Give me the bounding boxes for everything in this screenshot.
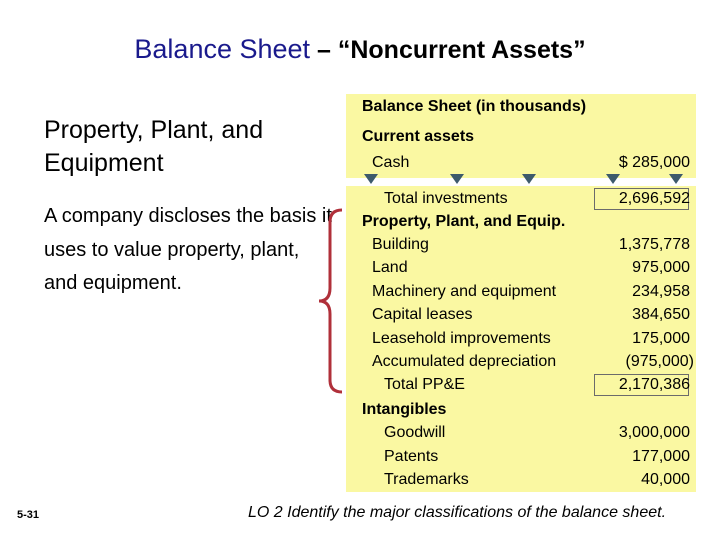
table-row <box>346 328 696 350</box>
ppe-item-value: 975,000 <box>632 259 690 276</box>
balance-sheet-top-panel <box>346 94 696 178</box>
arrow-down-icon <box>522 174 536 184</box>
ppe-heading: Property, Plant, and Equip. <box>362 213 566 230</box>
table-row <box>346 446 696 468</box>
intangibles-heading-row <box>346 399 696 421</box>
slide-title <box>0 34 720 65</box>
ppe-item-label: Leasehold improvements <box>372 330 551 347</box>
learning-objective-footer: LO 2 Identify the major classifications of the balance sheet. <box>248 504 667 521</box>
ppe-item-value: 175,000 <box>632 330 690 347</box>
cash-value: $ 285,000 <box>618 154 690 171</box>
balance-sheet-title-row <box>346 96 696 118</box>
ppe-heading-row <box>346 211 696 233</box>
ppe-item-value: 1,375,778 <box>618 236 690 253</box>
omission-markers <box>346 172 696 188</box>
intangibles-heading: Intangibles <box>362 401 447 418</box>
total-ppe-value: 2,170,386 <box>618 376 690 393</box>
slide-number: 5-31 <box>17 509 40 521</box>
ppe-item-label: Capital leases <box>372 306 473 323</box>
arrow-down-icon <box>669 174 683 184</box>
table-row <box>346 281 696 303</box>
total-investments-value: 2,696,592 <box>618 190 690 207</box>
balance-sheet-bottom-panel <box>346 186 696 492</box>
section-heading-line1: Property, Plant, and <box>44 116 264 144</box>
ppe-item-value: 234,958 <box>632 283 690 300</box>
arrow-down-icon <box>606 174 620 184</box>
total-investments-row <box>346 188 696 210</box>
table-row <box>346 304 696 326</box>
current-assets-label: Current assets <box>362 128 475 145</box>
ppe-item-label: Building <box>372 236 429 253</box>
ppe-item-value: (975,000) <box>625 353 694 370</box>
table-row <box>346 257 696 279</box>
section-heading <box>44 114 263 180</box>
table-row <box>346 422 696 444</box>
total-ppe-row <box>346 374 696 396</box>
table-row <box>346 234 696 256</box>
cash-row <box>346 152 696 174</box>
ppe-item-value: 384,650 <box>632 306 690 323</box>
ppe-item-label: Accumulated depreciation <box>372 353 557 370</box>
current-assets-row <box>346 126 696 148</box>
intangible-item-label: Trademarks <box>384 471 469 488</box>
balance-sheet-excerpt <box>346 94 696 492</box>
slide-title-main: Balance Sheet <box>134 34 311 64</box>
total-investments-label: Total investments <box>384 190 508 207</box>
intangible-item-value: 177,000 <box>632 448 690 465</box>
balance-sheet-title: Balance Sheet (in thousands) <box>362 98 587 115</box>
ppe-item-label: Land <box>372 259 408 276</box>
ppe-item-label: Machinery and equipment <box>372 283 557 300</box>
total-ppe-label: Total PP&E <box>384 376 465 393</box>
table-row <box>346 351 696 373</box>
body-text: A company discloses the basis it uses to value property, plant, and equipment. <box>44 205 332 294</box>
intangible-item-value: 3,000,000 <box>618 424 690 441</box>
intangible-item-value: 40,000 <box>641 471 690 488</box>
table-row <box>346 469 696 491</box>
section-heading-line2: Equipment <box>44 149 164 177</box>
intangible-item-label: Patents <box>384 448 439 465</box>
intangible-item-label: Goodwill <box>384 424 446 441</box>
arrow-down-icon <box>364 174 378 184</box>
cash-label: Cash <box>372 154 410 171</box>
curly-brace-icon <box>316 208 346 394</box>
slide-title-sub: – “Noncurrent Assets” <box>310 36 586 64</box>
arrow-down-icon <box>450 174 464 184</box>
